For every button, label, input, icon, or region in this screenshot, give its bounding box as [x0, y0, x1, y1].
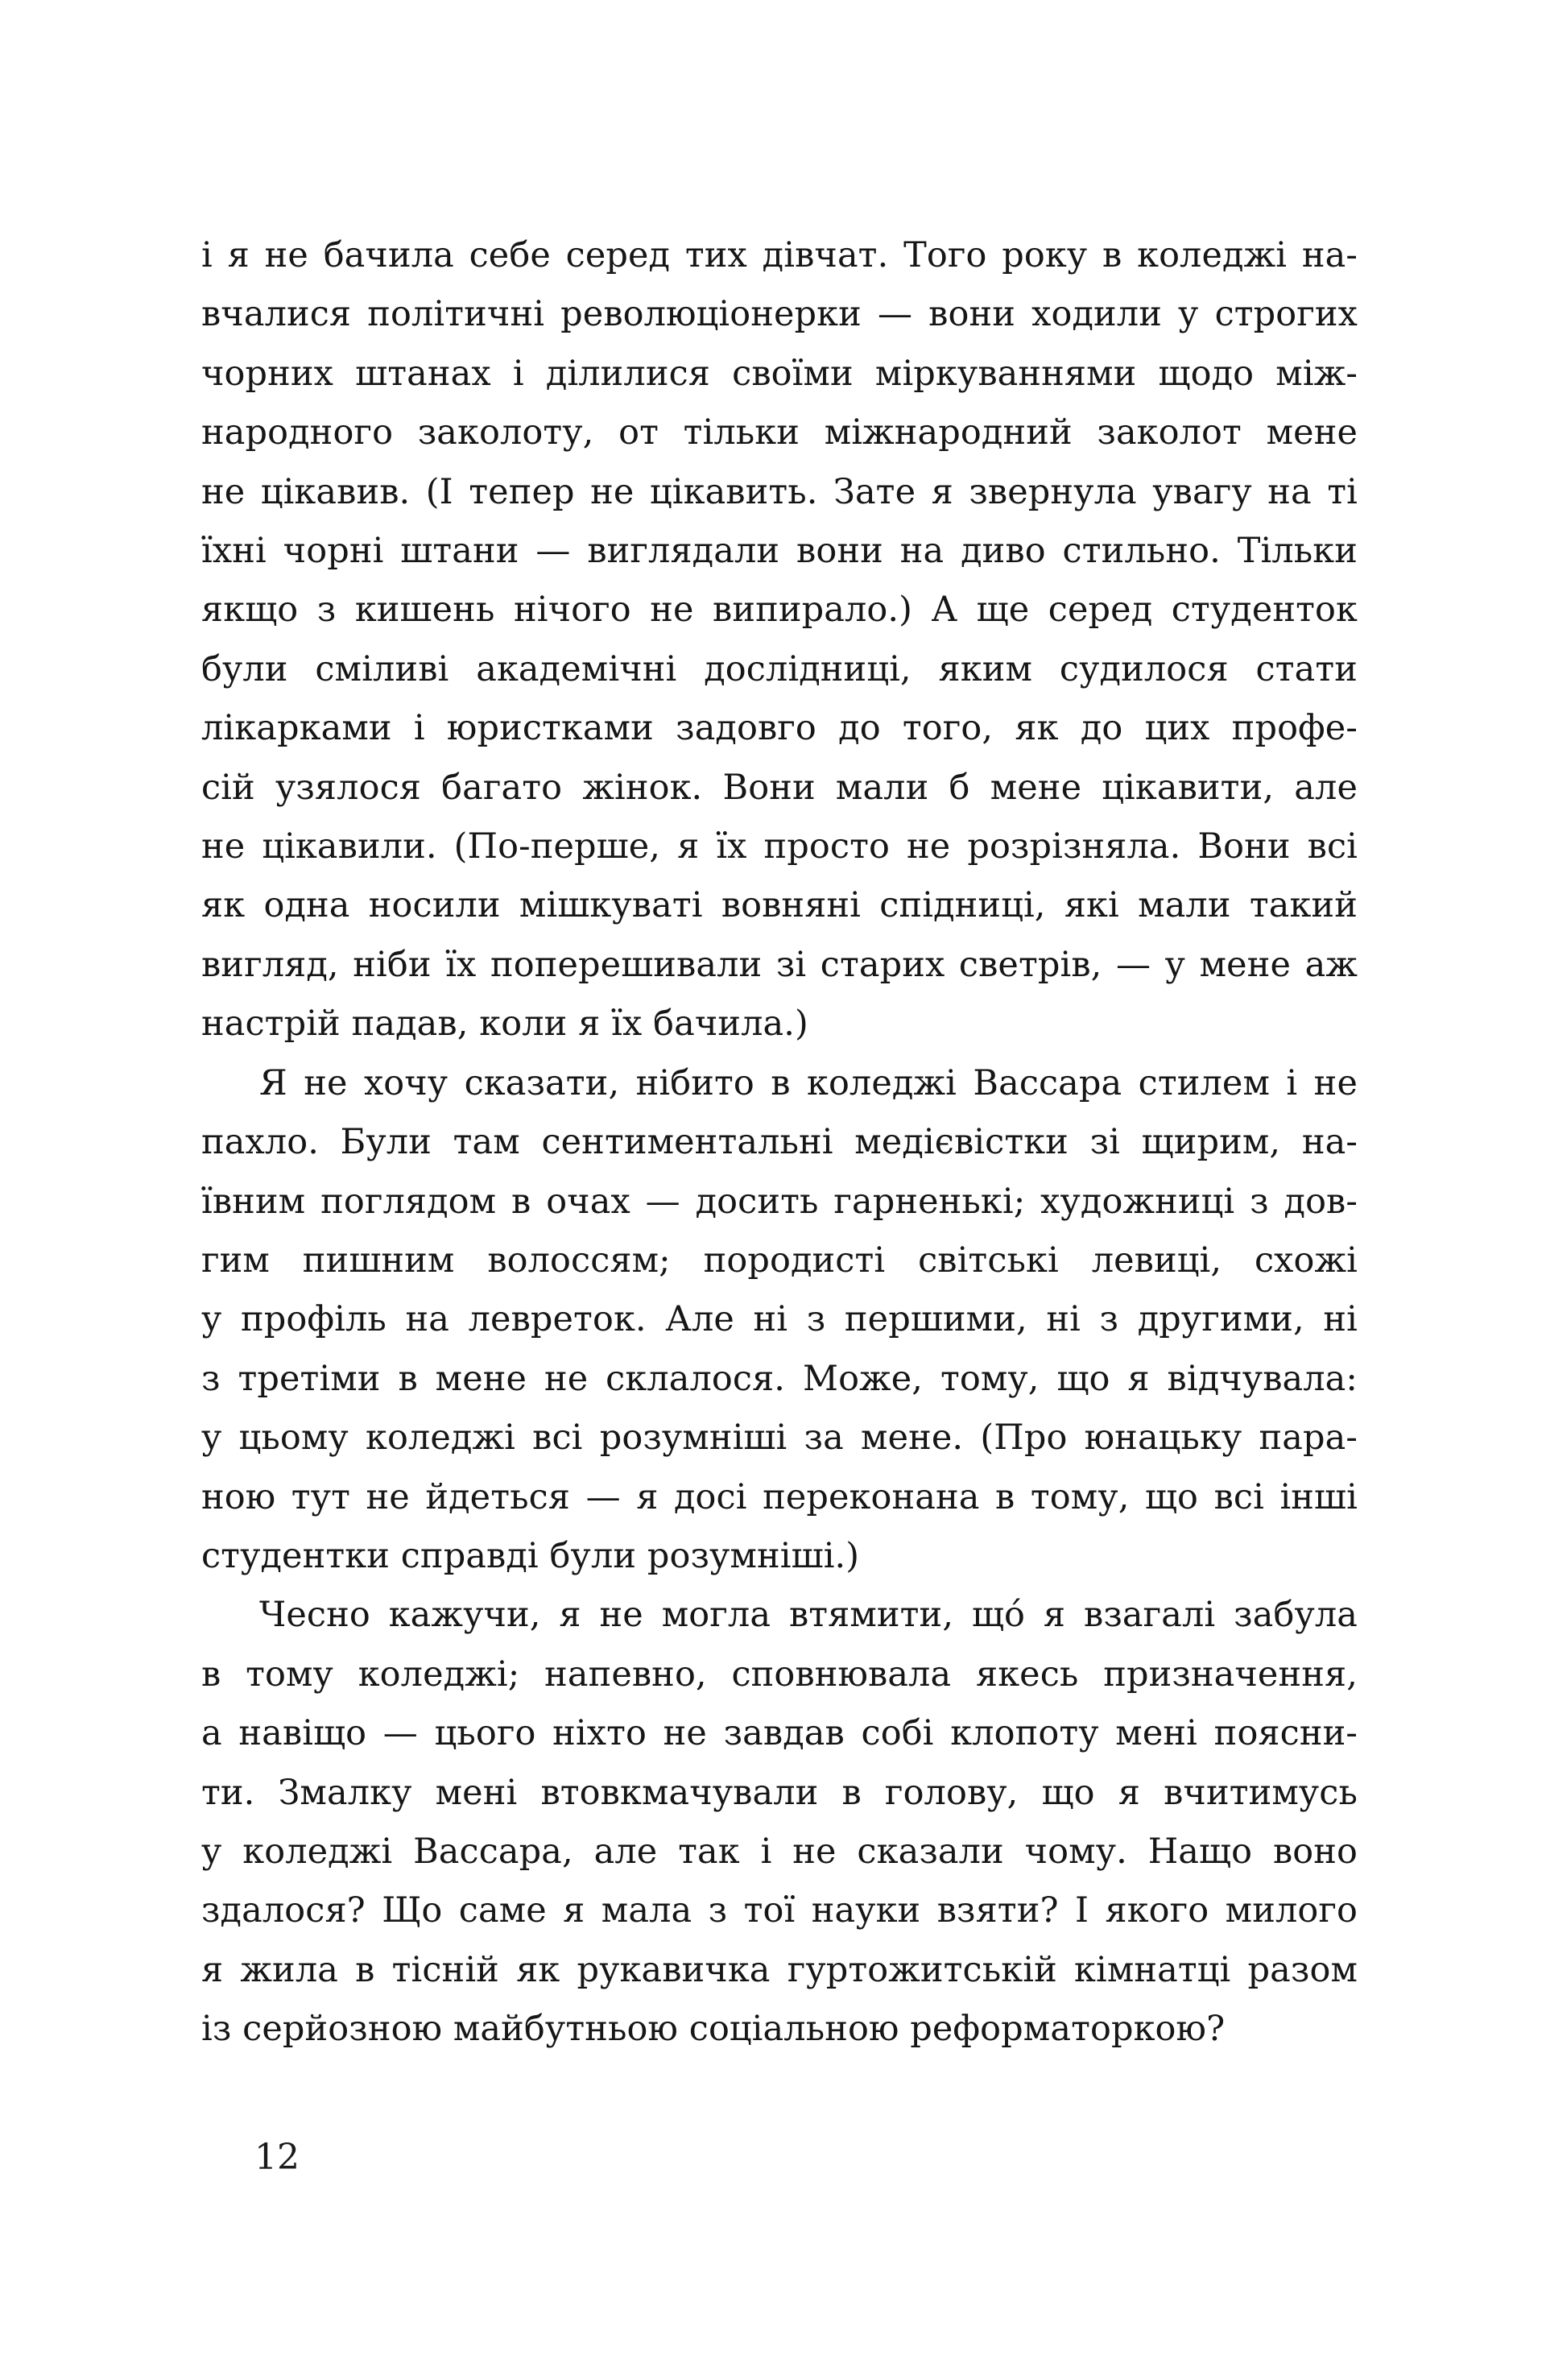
text-line: ною тут не йдеться — я досі переконана в тому, що всі інші — [201, 1476, 1358, 1517]
text-line: а навіщо — цього ніхто не завдав собі клопоту мені поясни- — [201, 1713, 1358, 1754]
text-line: сій узялося багато жінок. Вони мали б мене цікавити, але — [201, 767, 1358, 808]
text-line: настрій падав, коли я їх бачила.) — [201, 1004, 808, 1045]
text-line: з третіми в мене не склалося. Може, тому, що я відчувала: — [201, 1358, 1358, 1399]
paragraph — [201, 226, 1358, 1054]
text-line: в тому коледжі; напевно, сповнювала якесь призначення, — [201, 1654, 1358, 1695]
text-line: у коледжі Вассара, але так і не сказали чому. Нащо воно — [201, 1831, 1358, 1872]
page-text-block — [201, 226, 1358, 2059]
text-line: народного заколоту, от тільки міжнародний заколот мене — [201, 412, 1358, 453]
paragraph — [201, 1054, 1358, 1587]
text-line: як одна носили мішкуваті вовняні спідниці, які мали такий — [201, 885, 1358, 926]
text-line: у цьому коледжі всі розумніші за мене. (Про юнацьку пара- — [201, 1418, 1358, 1459]
text-line: здалося? Що саме я мала з тої науки взяти? І якого милого — [201, 1890, 1358, 1931]
text-line: Чесно кажучи, я не могла втямити, щó я взагалі забула — [259, 1595, 1358, 1636]
text-line: були сміливі академічні дослідниці, яким судилося стати — [201, 648, 1358, 689]
paragraph — [201, 1586, 1358, 2059]
text-line: пахло. Були там сентиментальні медієвістки зі щирим, на- — [201, 1122, 1358, 1163]
text-line: у профіль на левреток. Але ні з першими, ні з другими, ні — [201, 1299, 1358, 1340]
text-line: ївним поглядом в очах — досить гарненькі; художниці з дов- — [201, 1181, 1358, 1222]
text-line: не цікавив. (І тепер не цікавить. Зате я звернула увагу на ті — [201, 471, 1358, 512]
text-line: вчалися політичні революціонерки — вони ходили у строгих — [201, 294, 1358, 335]
text-line: вигляд, ніби їх поперешивали зі старих светрів, — у мене аж — [201, 944, 1358, 985]
text-line: гим пишним волоссям; породисті світські левиці, схожі — [201, 1240, 1358, 1281]
text-line: Я не хочу сказати, нібито в коледжі Вассара стилем і не — [259, 1062, 1358, 1103]
text-line: із серйозною майбутньою соціальною реформаторкою? — [201, 2009, 1226, 2050]
text-line: їхні чорні штани — виглядали вони на диво стильно. Тільки — [201, 531, 1358, 572]
text-line: ти. Змалку мені втовкмачували в голову, що я вчитимусь — [201, 1772, 1358, 1813]
page-number: 12 — [254, 2137, 300, 2178]
text-line: якщо з кишень нічого не випирало.) А ще серед студенток — [201, 590, 1358, 631]
text-line: чорних штанах і ділилися своїми міркуваннями щодо між- — [201, 353, 1358, 394]
text-line: студентки справді були розумніші.) — [201, 1535, 860, 1576]
text-line: і я не бачила себе серед тих дівчат. Того року в коледжі на- — [201, 235, 1358, 275]
text-line: я жила в тісній як рукавичка гуртожитській кімнатці разом — [201, 1949, 1358, 1990]
text-line: не цікавили. (По-перше, я їх просто не розрізняла. Вони всі — [201, 826, 1358, 867]
text-line: лікарками і юристками задовго до того, як до цих профе- — [201, 708, 1358, 749]
